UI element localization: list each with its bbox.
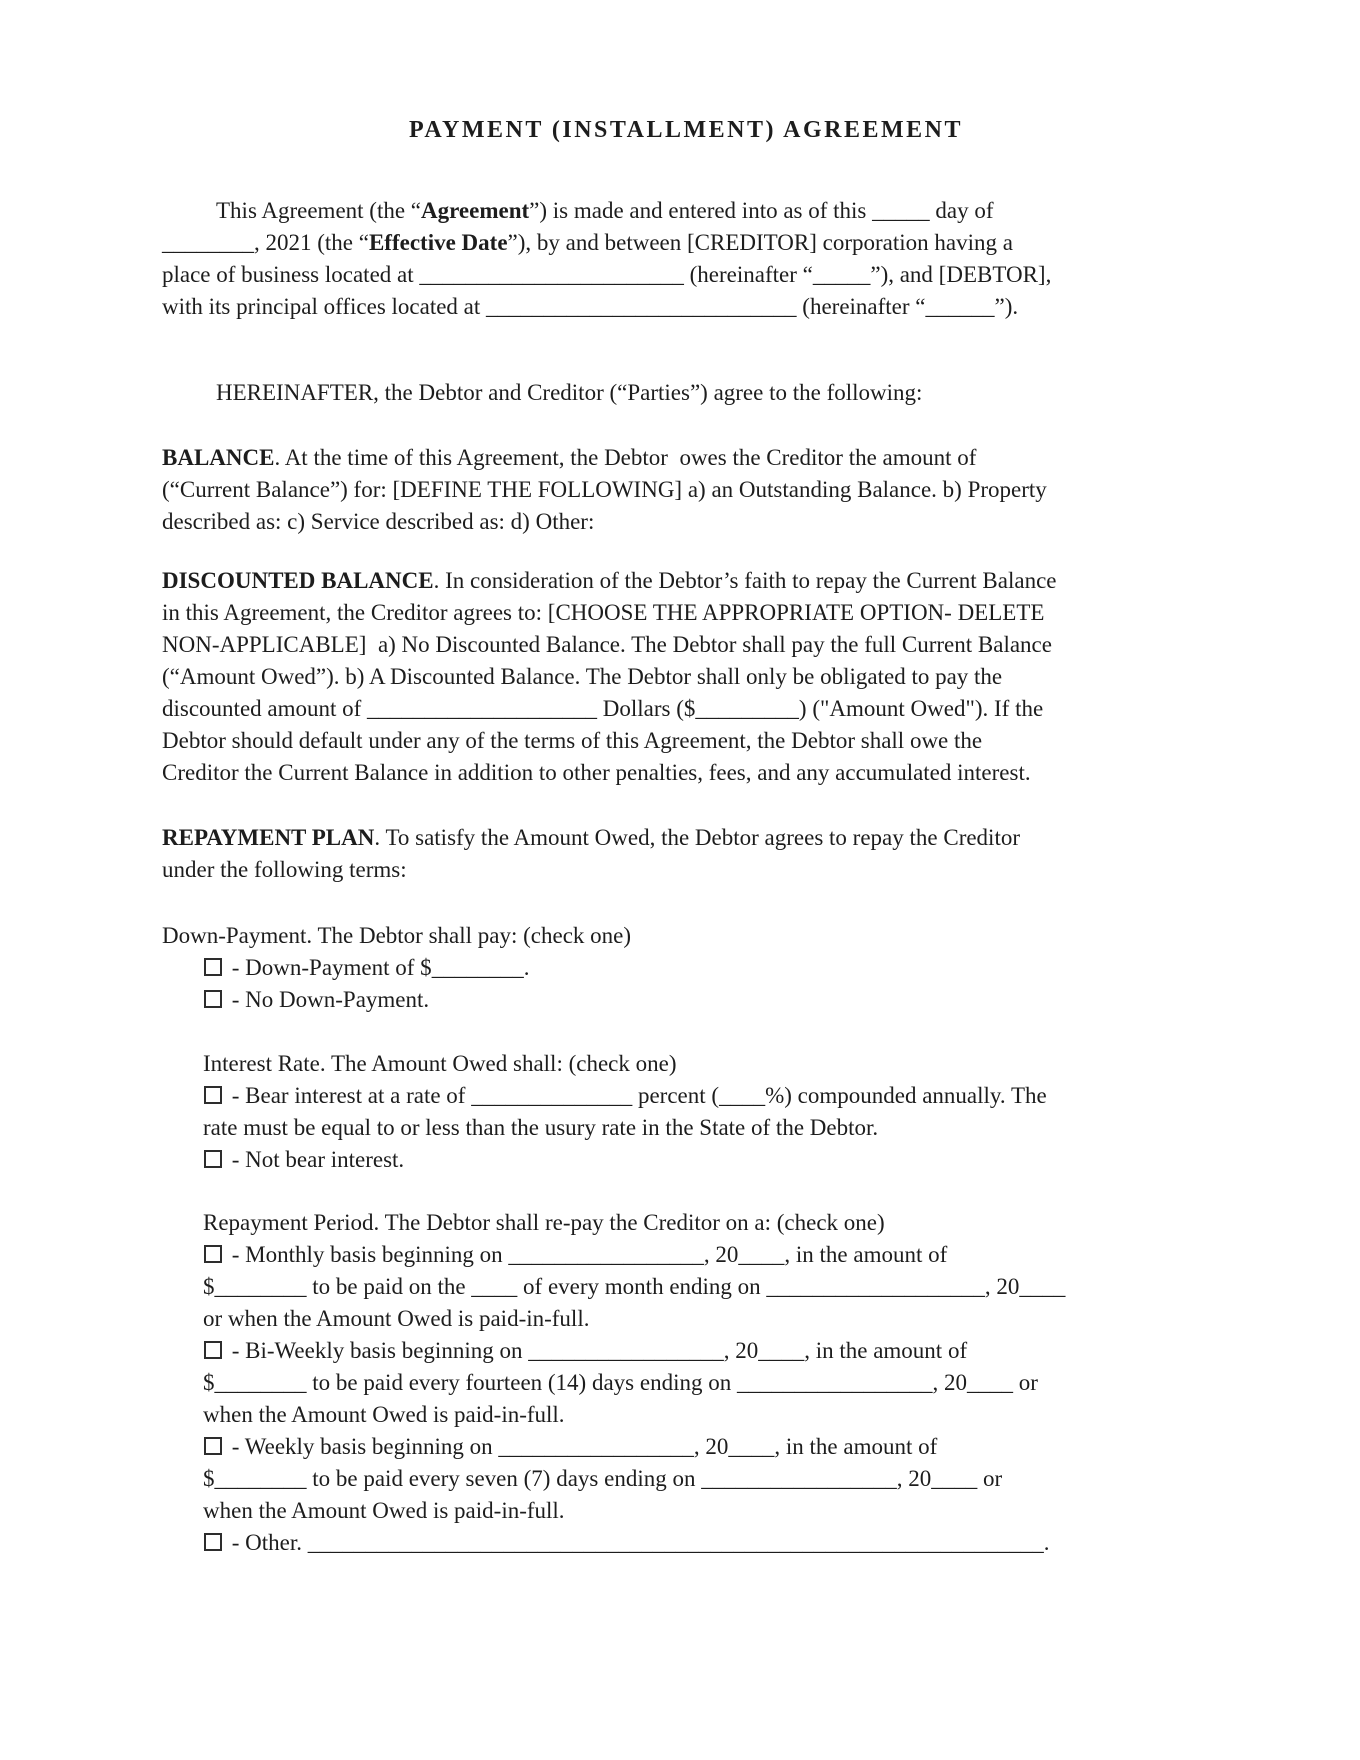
hereinafter-clause xyxy=(162,377,1210,409)
text-run: Dollars ($ xyxy=(597,696,696,721)
fill-in-blank[interactable]: _________________ xyxy=(528,1338,724,1363)
text-run: ”), by and between [CREDITOR] corporation having a xyxy=(507,230,1013,255)
text-run: $ xyxy=(203,1466,215,1491)
text-run: , in the amount of xyxy=(784,1242,948,1267)
checkbox-icon[interactable] xyxy=(204,1245,222,1263)
fill-in-blank[interactable]: _________________ xyxy=(736,1370,933,1395)
text-line xyxy=(162,114,1210,146)
text-run: (“Current Balance”) for: [DEFINE THE FOLLOWING] a) an Outstanding Balance. b) Property xyxy=(162,477,1047,502)
text-run: This Agreement (the “ xyxy=(216,198,422,223)
text-run: or when the Amount Owed is paid-in-full. xyxy=(203,1306,590,1331)
text-line xyxy=(162,1144,1210,1176)
text-line xyxy=(162,474,1210,506)
fill-in-blank[interactable]: ____ xyxy=(728,1434,775,1459)
text-run: %) compounded annually. The xyxy=(765,1083,1047,1108)
text-line xyxy=(162,984,1210,1016)
text-run: , 20 xyxy=(896,1466,932,1491)
fill-in-blank[interactable]: ________ xyxy=(431,955,524,980)
text-run: (“Amount Owed”). b) A Discounted Balance. The Debtor shall only be obligated to pay the xyxy=(162,664,1003,689)
text-run: rate must be equal to or less than the usury rate in the State of the Debtor. xyxy=(203,1115,879,1140)
text-run: - Other. xyxy=(226,1530,308,1555)
checkbox-icon[interactable] xyxy=(204,990,222,1008)
text-run: , 20 xyxy=(703,1242,739,1267)
text-line xyxy=(162,1048,1210,1080)
text-line xyxy=(162,442,1210,474)
text-line xyxy=(162,822,1210,854)
fill-in-blank[interactable]: ______________ xyxy=(471,1083,633,1108)
fill-in-blank[interactable]: ____ xyxy=(738,1242,785,1267)
fill-in-blank[interactable]: ________ xyxy=(214,1466,307,1491)
text-run: to be paid every fourteen (14) days ending on xyxy=(306,1370,737,1395)
text-run: discounted amount of xyxy=(162,696,368,721)
checkbox-icon[interactable] xyxy=(204,1341,222,1359)
text-run: - No Down-Payment. xyxy=(226,987,430,1012)
fill-in-blank[interactable]: ___________________ xyxy=(766,1274,985,1299)
text-line xyxy=(162,1367,1210,1399)
text-run: Debtor should default under any of the terms of this Agreement, the Debtor shall owe the xyxy=(162,728,983,753)
text-run: $ xyxy=(203,1370,215,1395)
text-run: with its principal offices located at xyxy=(162,294,487,319)
text-run: , 20 xyxy=(723,1338,759,1363)
repayment-plan-section xyxy=(162,822,1210,886)
text-run: DISCOUNTED BALANCE xyxy=(162,568,434,593)
text-line xyxy=(162,1207,1210,1239)
text-line xyxy=(162,1463,1210,1495)
text-run: when the Amount Owed is paid-in-full. xyxy=(203,1402,565,1427)
intro-paragraph xyxy=(162,195,1210,323)
text-run: , 20 xyxy=(932,1370,967,1395)
fill-in-blank[interactable]: ____________________ xyxy=(367,696,598,721)
fill-in-blank[interactable]: ____ xyxy=(1019,1274,1066,1299)
text-run: ”), and [DEBTOR], xyxy=(870,262,1052,287)
text-line xyxy=(162,952,1210,984)
text-line xyxy=(162,1303,1210,1335)
fill-in-blank[interactable]: _____ xyxy=(812,262,871,287)
text-run: when the Amount Owed is paid-in-full. xyxy=(203,1498,565,1523)
text-run: Interest Rate. The Amount Owed shall: (check one) xyxy=(203,1051,677,1076)
text-run: . At the time of this Agreement, the Debtor owes the Creditor the amount of xyxy=(274,445,977,470)
fill-in-blank[interactable]: ______ xyxy=(925,294,995,319)
text-run: to be paid every seven (7) days ending on xyxy=(306,1466,702,1491)
text-run: of every month ending on xyxy=(517,1274,767,1299)
fill-in-blank[interactable]: ____ xyxy=(758,1338,805,1363)
fill-in-blank[interactable]: _______________________ xyxy=(419,262,684,287)
text-run: percent ( xyxy=(632,1083,720,1108)
text-line xyxy=(162,1080,1210,1112)
text-line xyxy=(162,1495,1210,1527)
fill-in-blank[interactable]: ____ xyxy=(931,1466,978,1491)
text-run: ”). xyxy=(994,294,1019,319)
text-line xyxy=(162,195,1210,227)
discounted-balance-section xyxy=(162,565,1210,789)
text-run: PAYMENT (INSTALLMENT) AGREEMENT xyxy=(408,117,963,143)
text-run: - Bi-Weekly basis beginning on xyxy=(226,1338,529,1363)
text-run: $ xyxy=(203,1274,215,1299)
text-line xyxy=(162,629,1210,661)
fill-in-blank[interactable]: ________ xyxy=(214,1370,307,1395)
checkbox-icon[interactable] xyxy=(204,1086,222,1104)
text-line xyxy=(162,227,1210,259)
checkbox-icon[interactable] xyxy=(204,1150,222,1168)
text-run: , in the amount of xyxy=(774,1434,938,1459)
repayment-period-clause xyxy=(162,1207,1210,1559)
checkbox-icon[interactable] xyxy=(204,1533,222,1551)
text-run: REPAYMENT PLAN xyxy=(162,825,375,850)
text-line xyxy=(162,291,1210,323)
fill-in-blank[interactable]: ____ xyxy=(471,1274,518,1299)
text-run: described as: c) Service described as: d) Other: xyxy=(162,509,595,534)
text-run: in this Agreement, the Creditor agrees to: [CHOOSE THE APPROPRIATE OPTION- DELETE xyxy=(162,600,1045,625)
checkbox-icon[interactable] xyxy=(204,958,222,976)
text-run: BALANCE xyxy=(162,445,275,470)
text-run: Agreement xyxy=(421,198,530,223)
text-line xyxy=(162,1399,1210,1431)
text-run: NON-APPLICABLE] a) No Discounted Balance. The Debtor shall pay the full Current Balance xyxy=(162,632,1052,657)
text-line xyxy=(162,757,1210,789)
text-run: or xyxy=(977,1466,1003,1491)
text-run: . In consideration of the Debtor’s faith to repay the Current Balance xyxy=(433,568,1057,593)
text-run: - Not bear interest. xyxy=(226,1147,405,1172)
fill-in-blank[interactable]: ____ xyxy=(966,1370,1013,1395)
fill-in-blank[interactable]: ____ xyxy=(719,1083,766,1108)
down-payment-clause xyxy=(162,920,1210,1016)
text-run: or xyxy=(1012,1370,1038,1395)
text-run: to be paid on the xyxy=(306,1274,472,1299)
text-run: (hereinafter “ xyxy=(683,262,813,287)
text-run: - Bear interest at a rate of xyxy=(226,1083,472,1108)
text-run: . xyxy=(1043,1530,1050,1555)
fill-in-blank[interactable]: _____ xyxy=(872,198,930,223)
interest-rate-clause xyxy=(162,1048,1210,1176)
text-run: Creditor the Current Balance in addition to other penalties, fees, and any accumulated interest. xyxy=(162,760,1031,785)
fill-in-blank[interactable]: ________ xyxy=(214,1274,307,1299)
checkbox-icon[interactable] xyxy=(204,1437,222,1455)
text-run: - Weekly basis beginning on xyxy=(226,1434,499,1459)
text-run: - Monthly basis beginning on xyxy=(226,1242,509,1267)
balance-section xyxy=(162,442,1210,538)
fill-in-blank[interactable]: _________________ xyxy=(701,1466,897,1491)
text-line xyxy=(162,1112,1210,1144)
fill-in-blank[interactable]: ________________________________________________________________ xyxy=(307,1530,1044,1555)
text-line xyxy=(162,259,1210,291)
text-run: . xyxy=(523,955,530,980)
text-run: . To satisfy the Amount Owed, the Debtor agrees to repay the Creditor xyxy=(374,825,1020,850)
text-run: ) ("Amount Owed"). If the xyxy=(798,696,1044,721)
text-line xyxy=(162,854,1210,886)
fill-in-blank[interactable]: _________________ xyxy=(508,1242,704,1267)
text-run: place of business located at xyxy=(162,262,420,287)
text-run: , in the amount of xyxy=(804,1338,968,1363)
text-line xyxy=(162,1527,1210,1559)
text-line xyxy=(162,506,1210,538)
text-run: Repayment Period. The Debtor shall re-pay the Creditor on a: (check one) xyxy=(203,1210,885,1235)
text-line xyxy=(162,661,1210,693)
text-line xyxy=(162,377,1210,409)
document-title xyxy=(162,114,1210,146)
text-run: Down-Payment. The Debtor shall pay: (check one) xyxy=(162,923,632,948)
text-line xyxy=(162,693,1210,725)
fill-in-blank[interactable]: ________ xyxy=(162,230,254,255)
text-run: (hereinafter “ xyxy=(796,294,926,319)
text-line xyxy=(162,597,1210,629)
text-run: , 2021 (the “ xyxy=(254,230,369,255)
text-run: day of xyxy=(929,198,994,223)
text-line xyxy=(162,565,1210,597)
text-line xyxy=(162,725,1210,757)
text-line xyxy=(162,920,1210,952)
text-line xyxy=(162,1431,1210,1463)
text-line xyxy=(162,1271,1210,1303)
text-line xyxy=(162,1239,1210,1271)
text-run: , 20 xyxy=(984,1274,1020,1299)
fill-in-blank[interactable]: _________________ xyxy=(498,1434,694,1459)
text-run: - Down-Payment of $ xyxy=(226,955,432,980)
text-run: under the following terms: xyxy=(162,857,407,882)
fill-in-blank[interactable]: ___________________________ xyxy=(486,294,797,319)
text-run: Effective Date xyxy=(368,230,508,255)
text-line xyxy=(162,1335,1210,1367)
fill-in-blank[interactable]: _________ xyxy=(695,696,799,721)
text-run: ”) is made and entered into as of this xyxy=(529,198,873,223)
text-run: HEREINAFTER, the Debtor and Creditor (“Parties”) agree to the following: xyxy=(216,380,923,405)
text-run: , 20 xyxy=(693,1434,729,1459)
